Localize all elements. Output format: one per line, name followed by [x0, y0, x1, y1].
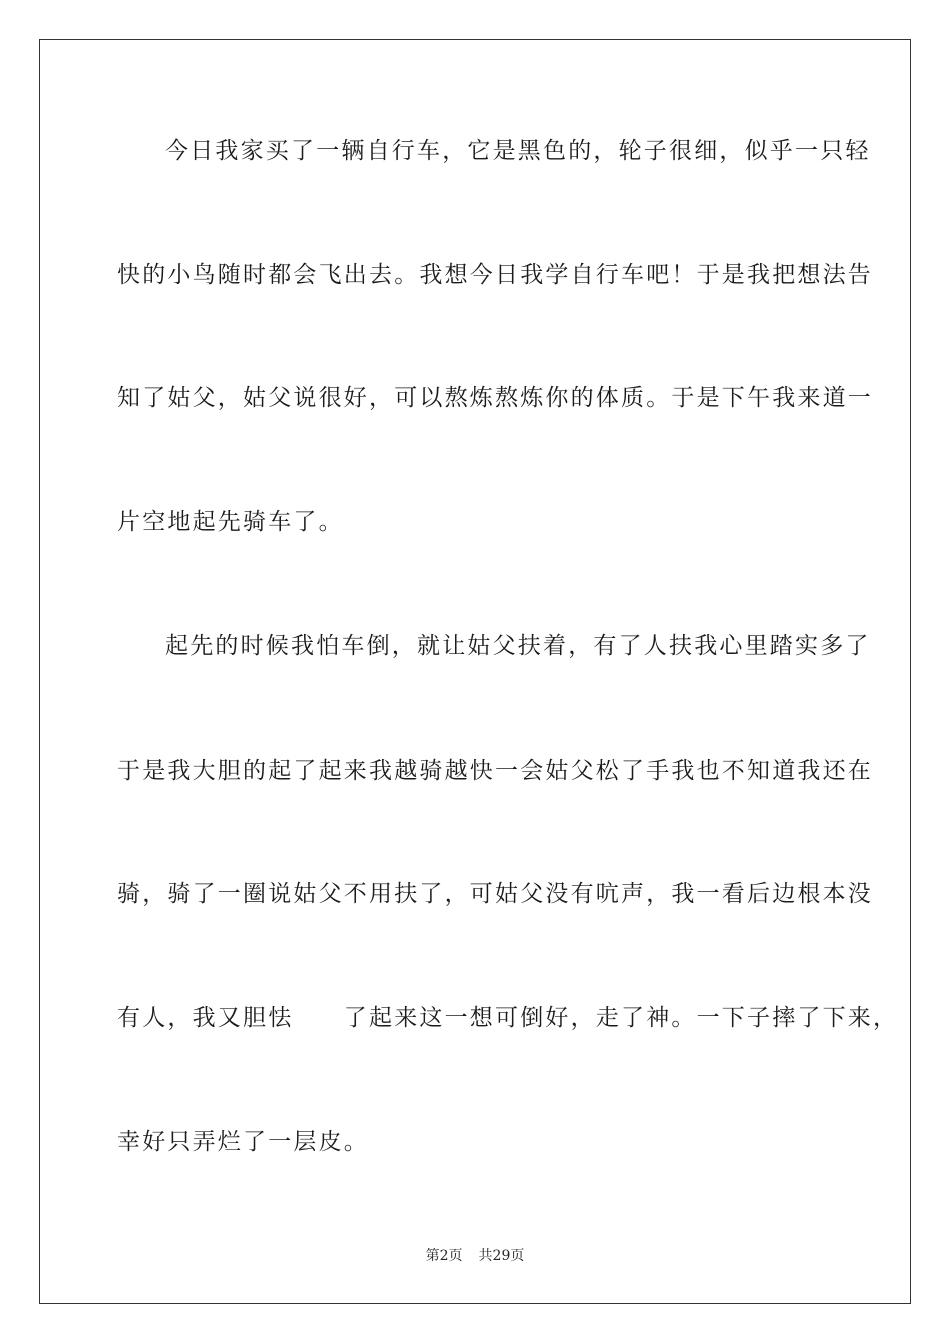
page-footer [0, 1246, 950, 1266]
text-line: 今日我家买了一辆自行车，它是黑色的，轮子很细，似乎一只轻 [165, 138, 871, 164]
text-line: 幸好只弄烂了一层皮。 [117, 1129, 369, 1155]
text-line: 快的小鸟随时都会飞出去。我想今日我学自行车吧！于是我把想法告 [117, 262, 873, 288]
page-border [39, 39, 911, 1304]
text-line: 片空地起先骑车了。 [117, 509, 344, 535]
text-line: 起先的时候我怕车倒，就让姑父扶着，有了人扶我心里踏实多了 [165, 633, 871, 659]
page-number: 第2页 [425, 1248, 463, 1264]
text-line: 知了姑父，姑父说很好，可以熬炼熬炼你的体质。于是下午我来道一 [117, 385, 873, 411]
text-line: 骑，骑了一圈说姑父不用扶了，可姑父没有吭声，我一看后边根本没 [117, 881, 873, 907]
page-total: 共29页 [478, 1248, 525, 1264]
text-line: 于是我大胆的起了起来我越骑越快一会姑父松了手我也不知道我还在 [117, 758, 873, 784]
text-line: 有人，我又胆怯 了起来这一想可倒好，走了神。一下子摔了下来， [117, 1005, 899, 1031]
